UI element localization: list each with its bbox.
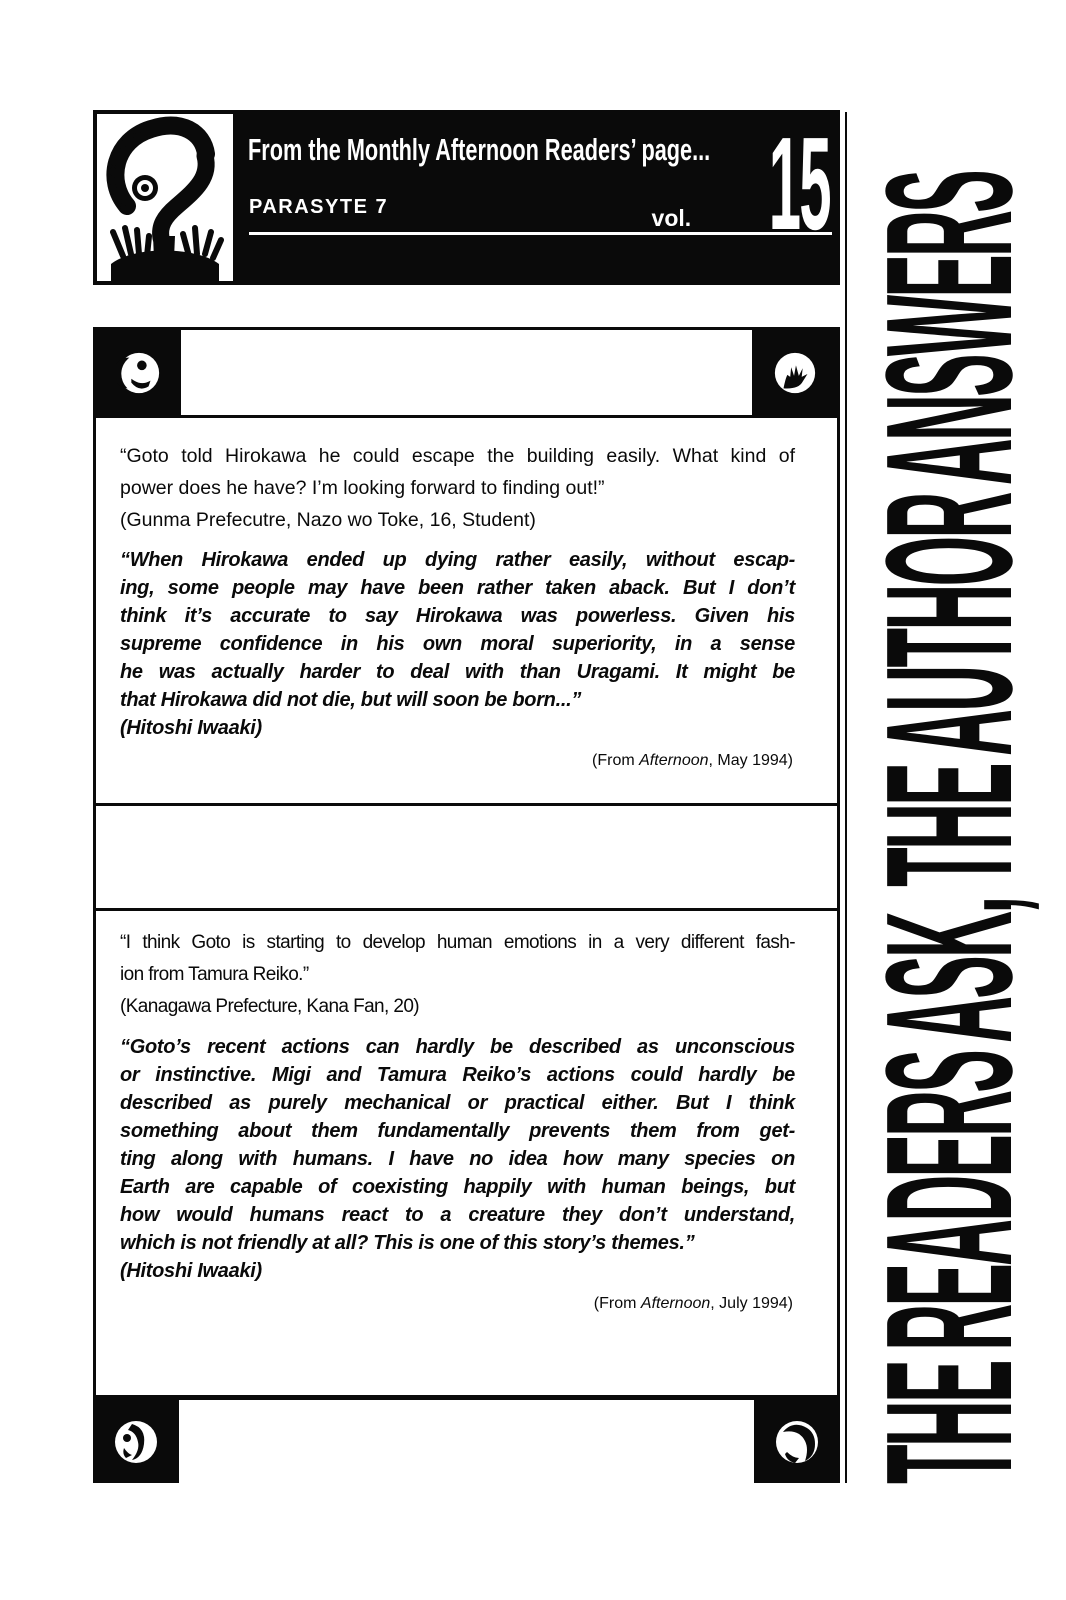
text-line: Earth are capable of coexisting happily with human beings, but (120, 1176, 795, 1198)
question-creature-icon (97, 114, 233, 281)
sidebar-divider-rule (845, 112, 847, 1483)
text-line: think it’s accurate to say Hirokawa was powerless. Given his (120, 605, 795, 627)
magazine-name: Afternoon (639, 752, 709, 769)
qa-panel (93, 327, 840, 1400)
parasite-hand-icon (772, 350, 818, 396)
answer-text (120, 546, 795, 714)
text-line: ion from Tamura Reiko.” (120, 964, 309, 985)
masthead-title: From the Monthly Afternoon Readers’ page... (248, 132, 711, 167)
question-text (120, 440, 795, 504)
text-line: “I think Goto is starting to develop human emotions in a very different fash- (120, 932, 795, 953)
text-line: something about them fundamentally prevents them from get- (120, 1120, 795, 1142)
text-line: that Hirokawa did not die, but will soon be born...” (120, 689, 582, 711)
text-line: he was actually harder to deal with than Uragami. It might be (120, 661, 795, 683)
parasite-swirl-icon (112, 1418, 160, 1466)
text-line: ing, some people may have been rather taken aback. But I don’t (120, 577, 795, 599)
question-text (120, 927, 795, 991)
banner-square-right (754, 1400, 840, 1483)
text-line: which is not friendly at all? This is one of this story’s themes.” (120, 1232, 695, 1254)
magazine-name: Afternoon (640, 1295, 711, 1312)
answer-text (120, 1033, 795, 1257)
top-banner (96, 330, 837, 418)
text-line: or instinctive. Migi and Tamura Reiko’s actions could hardly be (120, 1064, 795, 1086)
answer-credit: (Hitoshi Iwaaki) (120, 717, 262, 739)
text-line: power does he have? I’m looking forward to finding out!” (120, 477, 605, 499)
text-line: supreme confidence in his own moral superiority, in a sense (120, 633, 795, 655)
banner-square-left (93, 1400, 179, 1483)
text-line: ting along with humans. I have no idea how many species on (120, 1148, 795, 1170)
text-line: how would humans react to a creature they don’t understand, (120, 1204, 795, 1226)
banner-square-left (96, 330, 181, 415)
qa-section-2 (96, 911, 837, 1385)
text-line: “Goto told Hirokawa he could escape the building easily. What kind of (120, 445, 795, 467)
top-banner-blank (181, 330, 752, 415)
masthead (93, 110, 840, 285)
volume-label: vol. (651, 205, 692, 231)
vertical-page-title: THE READERS ASK, THE AUTHOR ANSWERS (849, 172, 1050, 1484)
blank-strip (96, 803, 837, 911)
qa-section-1 (96, 418, 837, 803)
text-line: described as purely mechanical or practical either. But I think (120, 1092, 795, 1114)
question-creature-art (97, 114, 233, 281)
masthead-series: PARASYTE 7 (249, 196, 389, 218)
parasite-face-icon (116, 350, 162, 396)
bottom-banner (93, 1400, 840, 1483)
volume-number: 15 (768, 110, 830, 257)
volume-indicator (651, 110, 830, 257)
answer-credit: (Hitoshi Iwaaki) (120, 1260, 262, 1282)
text-line: “When Hirokawa ended up dying rather easily, without escap- (120, 549, 795, 571)
question-credit: (Gunma Prefecutre, Nazo wo Toke, 16, Student) (120, 509, 536, 531)
bottom-banner-blank (179, 1400, 754, 1483)
source-citation: (From Afternoon, July 1994) (593, 1295, 793, 1312)
question-credit: (Kanagawa Prefecture, Kana Fan, 20) (120, 996, 420, 1017)
text-line: “Goto’s recent actions can hardly be described as unconscious (120, 1036, 795, 1058)
source-citation: (From Afternoon, May 1994) (592, 752, 793, 769)
parasite-head-icon (773, 1418, 821, 1466)
banner-square-right (752, 330, 837, 415)
